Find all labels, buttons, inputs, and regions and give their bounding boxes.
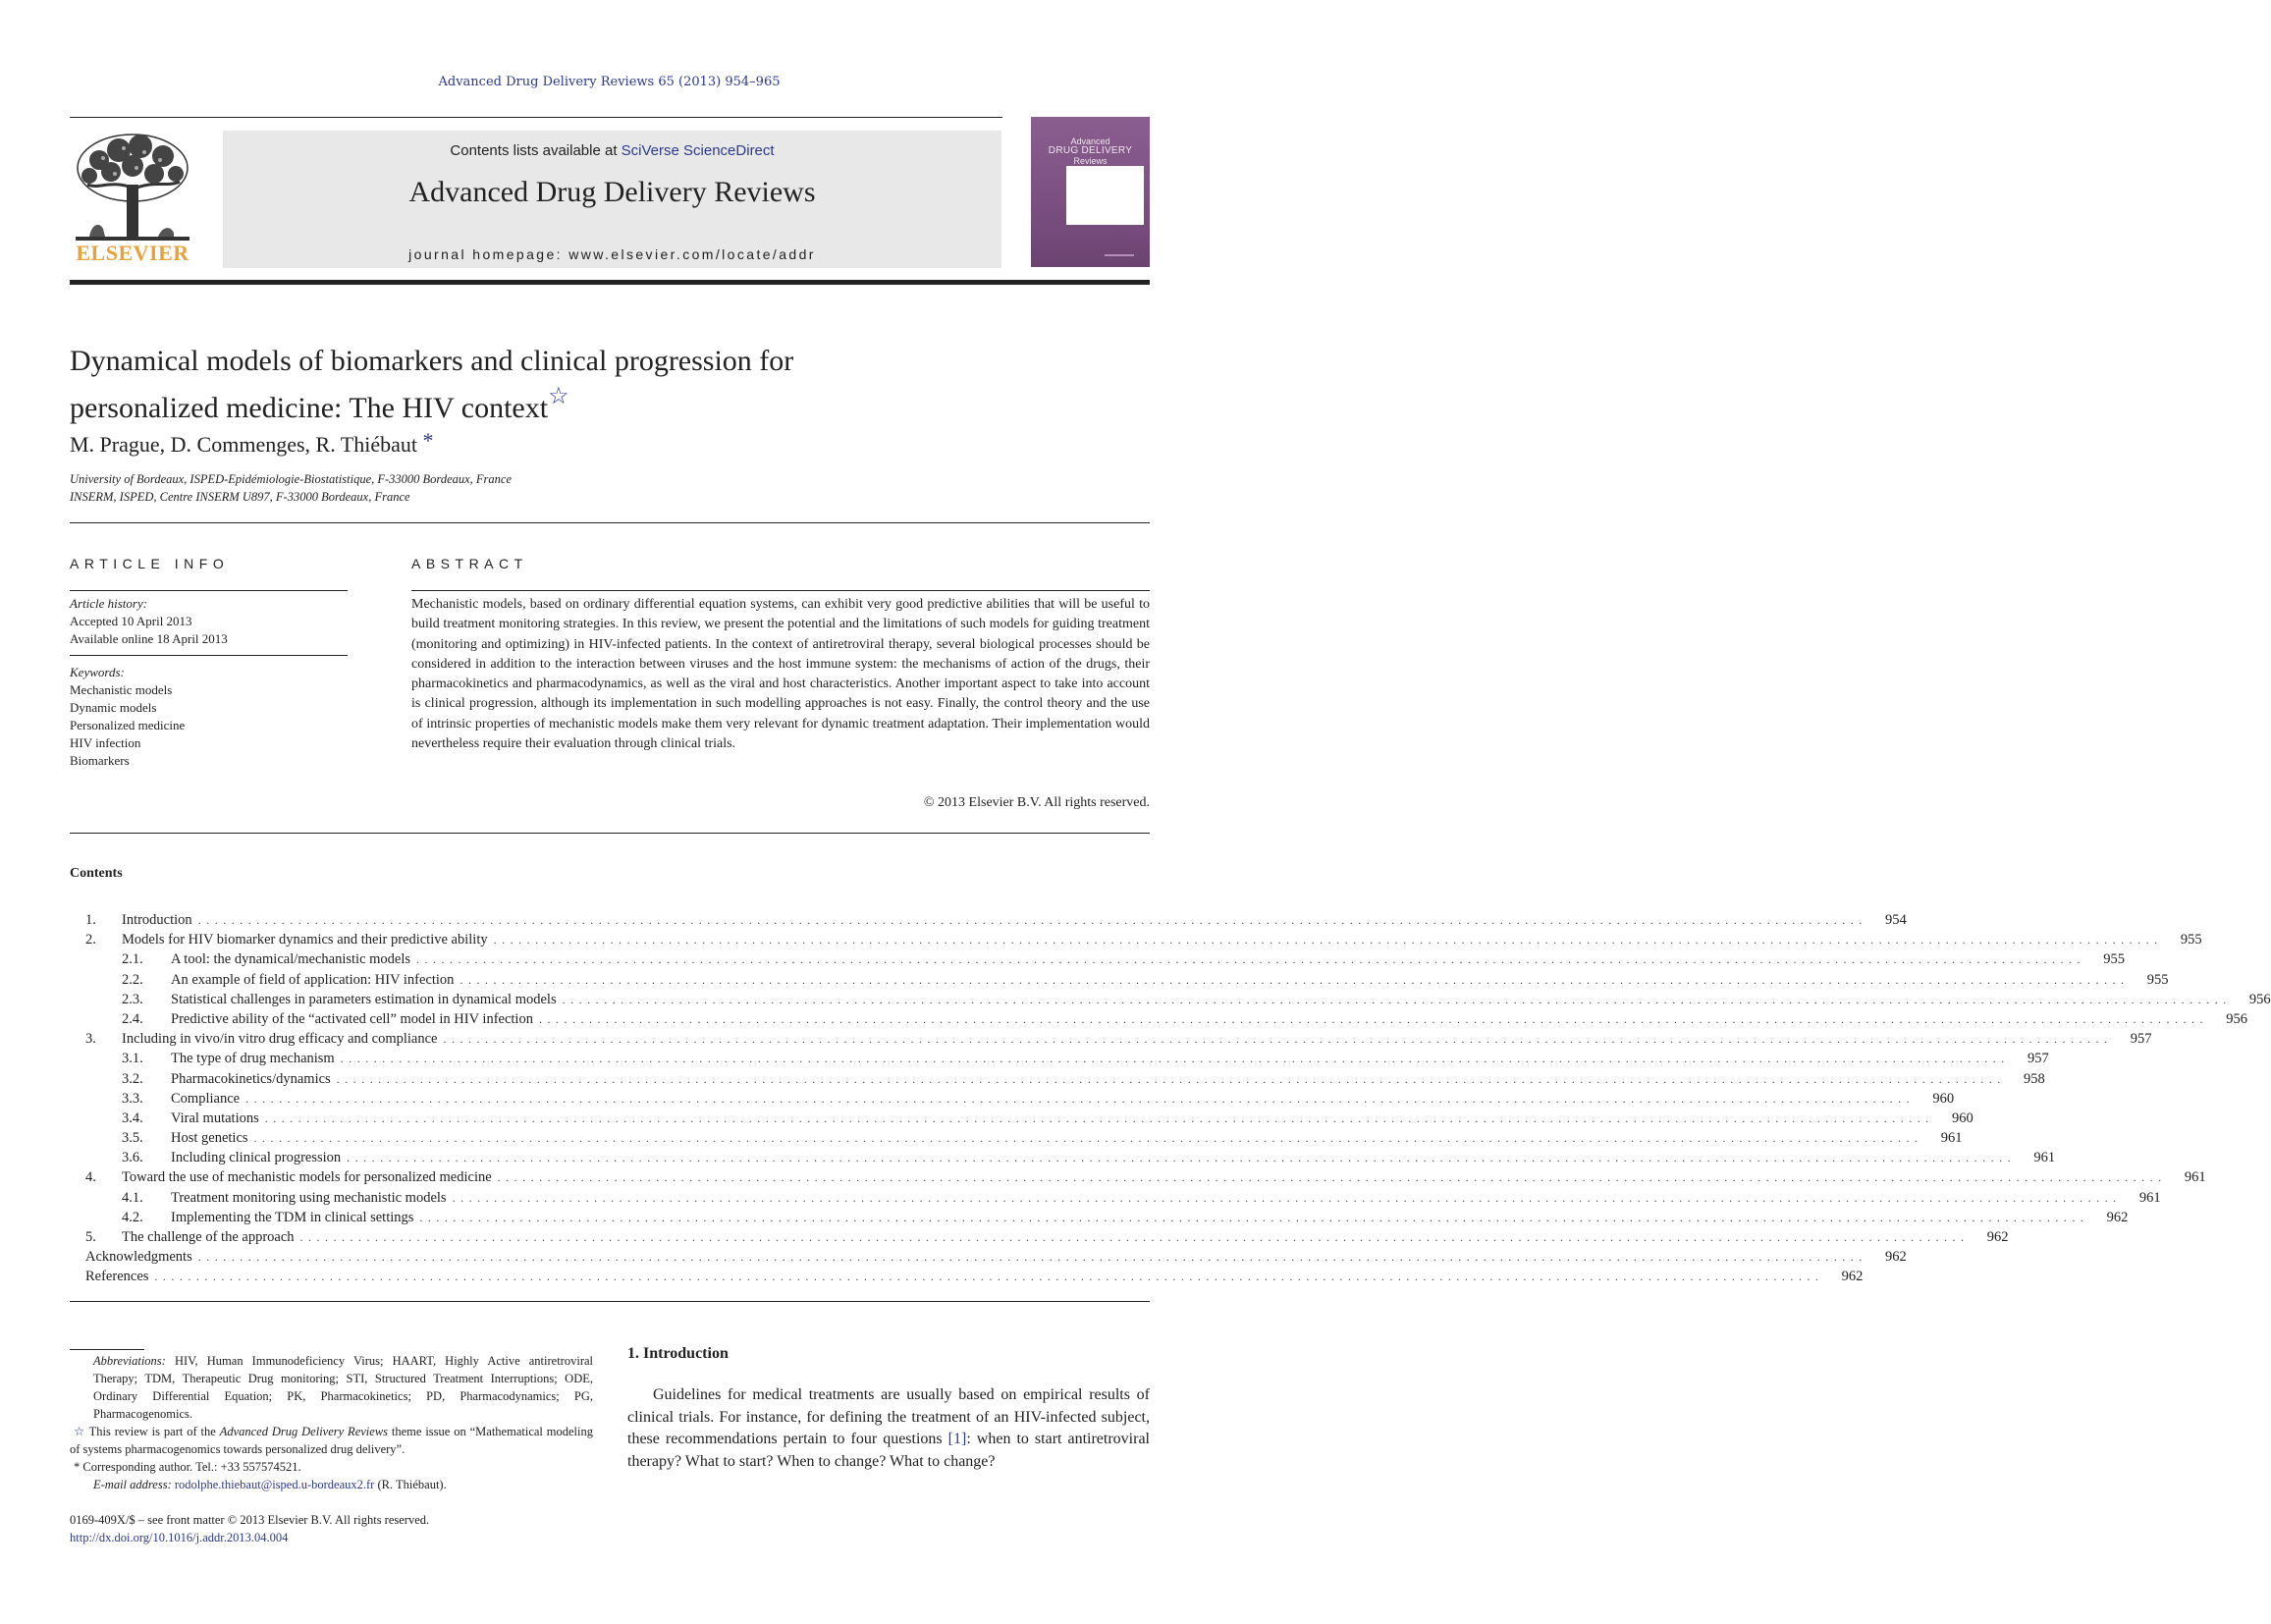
toc-title: Compliance [171, 1090, 241, 1107]
toc-leader-dots: ........................................................................................................................................................................................................ [154, 1270, 1824, 1284]
intro-text-part-1: Guidelines for medical treatments are usually based on empirical results of clinical trials. For instance, for defining the treatment of an HIV-infected subject, these recommendations pertain to four questions [627, 1386, 1150, 1447]
toc-page: 956 [2248, 991, 2271, 1007]
toc-page: 961 [1940, 1130, 1963, 1147]
toc-number: 3.5. [122, 1130, 143, 1147]
journal-name: Advanced Drug Delivery Reviews [408, 176, 816, 208]
toc-page: 955 [2103, 951, 2126, 968]
toc-page: 962 [2106, 1209, 2129, 1225]
toc-entry[interactable] [70, 930, 2202, 949]
theme-issue-journal: Advanced Drug Delivery Reviews [219, 1425, 389, 1438]
introduction-paragraph [627, 1384, 1150, 1473]
toc-number: 3. [85, 1031, 96, 1048]
journal-homepage[interactable]: journal homepage: www.elsevier.com/locate/addr [408, 246, 816, 262]
toc-entry[interactable] [70, 1029, 2152, 1049]
toc-page: 960 [1932, 1090, 1955, 1107]
toc-title: Toward the use of mechanistic models for personalized medicine [122, 1169, 492, 1186]
article-info [70, 595, 348, 770]
toc-title: The type of drug mechanism [171, 1051, 335, 1067]
toc-leader-dots: ........................................................................................................................................................................................................ [562, 992, 2232, 1006]
toc-page: 962 [1884, 1249, 1907, 1266]
toc-page: 957 [2130, 1031, 2152, 1048]
toc-entry[interactable] [70, 970, 2169, 990]
toc-entry[interactable] [70, 1089, 1955, 1109]
abstract-heading: ABSTRACT [411, 556, 528, 571]
toc-title: Acknowledgments [85, 1249, 192, 1266]
toc-page: 956 [2226, 1010, 2247, 1027]
cover-line-2: DRUG DELIVERY [1048, 145, 1133, 156]
theme-issue-prefix: This review is part of the [88, 1425, 220, 1438]
toc-entry[interactable] [70, 949, 2126, 969]
email-label: E-mail address: [93, 1478, 172, 1491]
footnote-star-icon: ☆ [74, 1425, 85, 1438]
toc-number: 4. [85, 1169, 96, 1186]
keywords-rule [70, 648, 348, 656]
journal-banner [223, 131, 1001, 268]
header-divider [70, 522, 1150, 523]
toc-number: 3.2. [122, 1070, 143, 1087]
toc-title: Predictive ability of the “activated cell” model in HIV infection [171, 1010, 533, 1027]
corresponding-author-text: Corresponding author. Tel.: +33 557574521. [82, 1460, 301, 1474]
toc-number: 3.3. [122, 1090, 143, 1107]
affiliations [70, 470, 512, 506]
toc-number: 1. [85, 912, 96, 928]
toc-title: Implementing the TDM in clinical settings [171, 1209, 414, 1225]
intro-text-part-2: : when to start antiretroviral therapy? What to start? When to change? What to change? [627, 1431, 1150, 1470]
email-suffix: (R. Thiébaut). [374, 1478, 447, 1491]
toc-number: 2.4. [122, 1010, 143, 1027]
toc-entry[interactable] [70, 1227, 2009, 1247]
article-history-label: Article history: [70, 596, 148, 611]
toc-leader-dots: ........................................................................................................................................................................................................ [497, 1170, 2167, 1185]
cover-title [1031, 136, 1150, 166]
toc-entry[interactable] [70, 910, 1907, 930]
toc-leader-dots: ........................................................................................................................................................................................................ [416, 952, 2086, 967]
contents-availability-line [223, 142, 1001, 159]
abstract-text: Mechanistic models, based on ordinary differential equation systems, can exhibit very good predictive abilities that will be useful to build treatment monitoring strategies. In this review, we present the potential and the limitations of such models for guiding treatment (monitoring and optimizing) in HIV-infected patients. In the context of antiretroviral therapy, several biological processes should be considered in addition to the interaction between viruses and the host immune system: the mechanisms of action of the drugs, their pharmacokinetics and pharmacodynamics, as well as the viral and host characteristics. Another important aspect to take into account is clinical progression, although its implementation in such modelling approaches is not easy. Finally, the control theory and the use of intrinsic properties of mechanistic models make them very relevant for dynamic treatment adaptation. Their implementation would nevertheless require their evaluation through clinical trials. [411, 597, 1150, 752]
author-list [70, 428, 434, 458]
toc-page: 955 [2146, 971, 2169, 988]
contents-prefix: Contents lists available at [450, 142, 622, 159]
toc-title: An example of field of application: HIV infection [171, 971, 455, 988]
toc-page: 960 [1952, 1110, 1974, 1126]
toc-entry[interactable] [70, 1247, 1907, 1267]
toc-title: Statistical challenges in parameters estimation in dynamical models [171, 991, 557, 1007]
theme-issue-suffix: theme issue on “Mathematical modeling of systems pharmacogenomics towards personalized drug delivery”. [70, 1425, 593, 1456]
journal-masthead [70, 117, 1150, 282]
toc-page: 961 [2138, 1189, 2161, 1206]
contents-divider [70, 1301, 1150, 1302]
keyword-item: Personalized medicine [70, 718, 186, 732]
toc-entry[interactable] [70, 1128, 1963, 1148]
toc-number: 2.1. [122, 951, 143, 968]
toc-number: 4.2. [122, 1209, 143, 1225]
toc-page: 955 [2180, 932, 2202, 948]
toc-number: 3.6. [122, 1150, 143, 1166]
toc-leader-dots: ........................................................................................................................................................................................................ [245, 1091, 1916, 1106]
abbreviations-text: HIV, Human Immunodeficiency Virus; HAART, Highly Active antiretroviral Therapy; TDM, Therapeutic Drug monitoring; STI, Structured Treatment Interruptions; ODE, Ordinary Differential Equation; PK, Pharmacokinetics; PD, Pharmacodynamics; PG, Pharmacogenomics. [93, 1354, 594, 1421]
toc-title: Including in vivo/in vitro drug efficacy and compliance [122, 1031, 438, 1048]
masthead-thick-rule [70, 280, 1150, 285]
journal-citation[interactable]: Advanced Drug Delivery Reviews 65 (2013) 954–965 [438, 75, 781, 89]
toc-entry[interactable] [70, 1049, 2049, 1068]
toc-leader-dots: ........................................................................................................................................................................................................ [197, 913, 1867, 927]
toc-page: 962 [1841, 1269, 1864, 1285]
toc-number: 2.3. [122, 991, 143, 1007]
toc-page: 958 [2023, 1070, 2045, 1087]
toc-leader-dots: ........................................................................................................................................................................................................ [347, 1151, 2017, 1165]
top-rule [70, 117, 1002, 118]
toc-entry[interactable] [70, 1069, 2045, 1089]
toc-entry[interactable] [70, 1148, 2056, 1167]
reference-link[interactable]: [1] [947, 1431, 967, 1447]
corresponding-author-footnote [70, 1458, 593, 1476]
abstract-rule [411, 590, 1150, 591]
toc-leader-dots: ........................................................................................................................................................................................................ [336, 1071, 2006, 1086]
toc-leader-dots: ........................................................................................................................................................................................................ [493, 933, 2163, 947]
toc-page: 961 [2033, 1150, 2056, 1166]
toc-leader-dots: ........................................................................................................................................................................................................ [197, 1250, 1867, 1265]
table-of-contents [70, 910, 2271, 1287]
toc-page: 954 [1884, 912, 1907, 928]
toc-number: 2. [85, 932, 96, 948]
toc-leader-dots: ........................................................................................................................................................................................................ [419, 1210, 2089, 1224]
front-matter-info [70, 1511, 429, 1546]
toc-title: Pharmacokinetics/dynamics [171, 1070, 331, 1087]
toc-title: A tool: the dynamical/mechanistic models [171, 951, 411, 968]
article-title [70, 344, 953, 426]
keyword-item: Biomarkers [70, 753, 130, 768]
email-link[interactable]: rodolphe.thiebaut@isped.u-bordeaux2.fr [174, 1478, 375, 1491]
author-names: M. Prague, D. Commenges, R. Thiébaut [70, 432, 417, 457]
toc-leader-dots: ........................................................................................................................................................................................................ [443, 1032, 2113, 1047]
toc-title: References [85, 1269, 149, 1285]
issn-line: 0169-409X/$ – see front matter © 2013 Elsevier B.V. All rights reserved. [70, 1513, 430, 1527]
article-info-rule [70, 590, 348, 591]
cover-image-panel [1066, 166, 1144, 225]
toc-leader-dots: ........................................................................................................................................................................................................ [299, 1230, 1970, 1244]
cover-strip [1105, 254, 1134, 256]
toc-title: Treatment monitoring using mechanistic models [171, 1189, 447, 1206]
article-title-line-1: Dynamical models of biomarkers and clinical progression for [70, 345, 794, 377]
toc-leader-dots: ........................................................................................................................................................................................................ [452, 1190, 2122, 1205]
toc-leader-dots: ........................................................................................................................................................................................................ [340, 1052, 2010, 1066]
title-footnote-star-icon[interactable]: ☆ [548, 384, 569, 409]
keywords-label: Keywords: [70, 665, 125, 679]
footnote-asterisk: * [74, 1460, 81, 1474]
journal-cover-thumbnail [1031, 117, 1150, 267]
affiliation-1: University of Bordeaux, ISPED-Epidémiologie-Biostatistique, F-33000 Bordeaux, France [70, 472, 513, 486]
keyword-item: HIV infection [70, 735, 141, 750]
contents-heading: Contents [70, 866, 123, 881]
elsevier-wordmark: ELSEVIER [76, 241, 189, 265]
email-footnote [70, 1476, 593, 1493]
cover-line-1: Advanced [1070, 136, 1110, 146]
abbreviations-label: Abbreviations: [93, 1354, 166, 1368]
toc-page: 961 [2184, 1169, 2206, 1186]
toc-title: The challenge of the approach [122, 1229, 295, 1245]
footnotes [70, 1352, 593, 1493]
abbreviations-footnote [70, 1352, 593, 1423]
toc-page: 957 [2027, 1051, 2049, 1067]
keyword-item: Dynamic models [70, 700, 157, 715]
toc-leader-dots: ........................................................................................................................................................................................................ [253, 1131, 1923, 1146]
footnote-rule [70, 1349, 144, 1350]
toc-entry[interactable] [70, 1167, 2206, 1187]
abstract-divider [70, 833, 1150, 834]
toc-number: 4.1. [122, 1189, 143, 1206]
toc-page: 962 [1986, 1229, 2009, 1245]
abstract-copyright: © 2013 Elsevier B.V. All rights reserved. [923, 795, 1150, 810]
accepted-date: Accepted 10 April 2013 [70, 614, 192, 628]
toc-number: 5. [85, 1229, 96, 1245]
toc-leader-dots: ........................................................................................................................................................................................................ [460, 972, 2130, 987]
toc-entry[interactable] [70, 990, 2271, 1009]
introduction-heading: 1. Introduction [627, 1345, 729, 1362]
article-title-line-2: personalized medicine: The HIV context [70, 392, 549, 424]
cover-line-3: Reviews [1073, 156, 1108, 166]
toc-title: Host genetics [171, 1130, 248, 1147]
toc-entry[interactable] [70, 1188, 2161, 1208]
affiliation-2: INSERM, ISPED, Centre INSERM U897, F-33000 Bordeaux, France [70, 490, 410, 504]
online-date: Available online 18 April 2013 [70, 631, 228, 646]
toc-entry[interactable] [70, 1109, 1974, 1128]
theme-issue-footnote [70, 1423, 593, 1458]
toc-entry[interactable] [70, 1009, 2247, 1029]
article-info-heading: ARTICLE INFO [70, 556, 230, 571]
doi-link[interactable]: http://dx.doi.org/10.1016/j.addr.2013.04.004 [70, 1531, 289, 1544]
toc-entry[interactable] [70, 1208, 2129, 1227]
toc-number: 3.1. [122, 1051, 143, 1067]
toc-leader-dots: ........................................................................................................................................................................................................ [538, 1011, 2208, 1026]
toc-leader-dots: ........................................................................................................................................................................................................ [264, 1110, 1934, 1125]
toc-number: 3.4. [122, 1110, 143, 1126]
toc-title: Viral mutations [171, 1110, 259, 1126]
keyword-item: Mechanistic models [70, 682, 173, 697]
toc-number: 2.2. [122, 971, 143, 988]
toc-title: Including clinical progression [171, 1150, 342, 1166]
toc-title: Models for HIV biomarker dynamics and their predictive ability [122, 932, 488, 948]
toc-title: Introduction [122, 912, 192, 928]
toc-entry[interactable] [70, 1267, 1864, 1286]
corresponding-author-mark[interactable]: * [422, 428, 434, 453]
sciencedirect-link[interactable]: SciVerse ScienceDirect [621, 142, 775, 159]
